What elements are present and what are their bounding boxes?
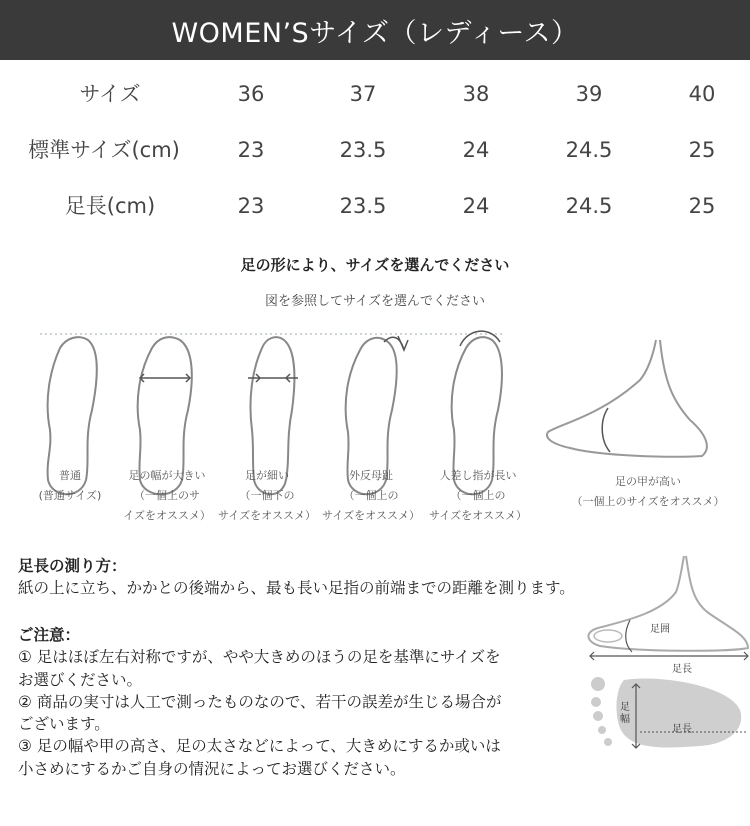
table-cell: 38 [462, 82, 490, 106]
table-cell: 23 [237, 138, 265, 162]
table-cell: 24 [462, 138, 490, 162]
table-cell: 24.5 [565, 194, 613, 218]
foot-shape-illustrations [0, 320, 750, 530]
foot-type-bunion-caption [316, 466, 426, 526]
caption-line: 足の甲が高い [615, 475, 681, 488]
foot-type-wide-caption [112, 466, 222, 526]
foot-type-narrow-caption [212, 466, 322, 526]
caption-line: （一個上のサイズをオススメ） [571, 495, 725, 508]
foot-type-long-toe-caption [420, 466, 536, 526]
measure-title: 足長の測り方： [18, 557, 127, 575]
foot-shape-subheading: 図を参照してサイズを選んでください [265, 294, 485, 309]
note-line: ③ 足の幅や甲の高さ、足の太さなどによって、大きめにするか或いは [18, 737, 501, 756]
table-cell: 40 [688, 82, 716, 106]
table-row [0, 74, 750, 114]
foot-type-normal-caption [20, 466, 120, 506]
table-cell: 23.5 [339, 138, 387, 162]
width-label: 足幅 [620, 702, 630, 725]
row-label: 足長(cm) [64, 194, 156, 218]
foot-side-icon [588, 556, 748, 651]
note-line: 小さめにするかご自身の情況によってお選びください。 [18, 759, 406, 778]
table-cell: 23.5 [339, 194, 387, 218]
row-label: サイズ [79, 82, 141, 106]
table-cell: 39 [575, 82, 603, 106]
caption-line: 外反母趾 [349, 469, 393, 482]
caption-line: （一個上の [343, 489, 399, 502]
caption-line: （一個下の [239, 489, 295, 502]
table-cell: 23 [237, 194, 265, 218]
caption-line: サイズをオススメ） [217, 509, 316, 522]
length-label-top: 足長 [672, 664, 692, 675]
caption-line: （一個上の [450, 489, 506, 502]
caption-line: 足が細い [245, 469, 289, 482]
foot-measure-diagram [580, 552, 750, 822]
caption-line: イズをオススメ） [123, 509, 211, 522]
header-title: WOMEN’Sサイズ（レディース） [171, 17, 579, 49]
footprint-icon [617, 678, 742, 747]
caption-line: 足の幅が大きい [128, 469, 206, 482]
girth-label: 足囲 [650, 624, 670, 635]
note-line: ① 足はほぼ左右対称ですが、やや大きめのほうの足を基準にサイズを [18, 648, 501, 667]
caption-line: (普通サイズ) [38, 489, 102, 502]
caption-line: 普通 [59, 469, 81, 482]
foot-type-high-instep-caption [558, 472, 738, 512]
toe-print-icon [591, 677, 605, 691]
table-row [0, 186, 750, 226]
note-line: お選びください。 [18, 670, 143, 689]
note-line: ② 商品の実寸は人工で測ったものなので、若干の誤差が生じる場合が [18, 692, 502, 711]
foot-measure-illustration [580, 552, 750, 822]
table-cell: 36 [237, 82, 265, 106]
foot-high-instep-icon [547, 340, 707, 457]
table-cell: 37 [349, 82, 377, 106]
table-cell: 24 [462, 194, 490, 218]
table-cell: 25 [688, 138, 716, 162]
table-cell: 25 [688, 194, 716, 218]
caption-line: サイズをオススメ） [428, 509, 527, 522]
length-label-bottom: 足長 [672, 724, 692, 735]
table-row [0, 130, 750, 170]
table-cell: 24.5 [565, 138, 613, 162]
notes-title: ご注意： [18, 626, 81, 644]
foot-shape-heading: 足の形により、サイズを選んでください [240, 256, 510, 274]
caption-line: （一個上のサ [134, 489, 200, 502]
page-header [0, 0, 750, 60]
caption-line: 人差し指が長い [439, 469, 517, 482]
notes-section [18, 624, 598, 780]
note-line: ございます。 [18, 715, 110, 734]
measure-text: 紙の上に立ち、かかとの後端から、最も長い足指の前端までの距離を測ります。 [18, 579, 575, 597]
row-label: 標準サイズ(cm) [28, 138, 180, 162]
caption-line: サイズをオススメ） [321, 509, 420, 522]
